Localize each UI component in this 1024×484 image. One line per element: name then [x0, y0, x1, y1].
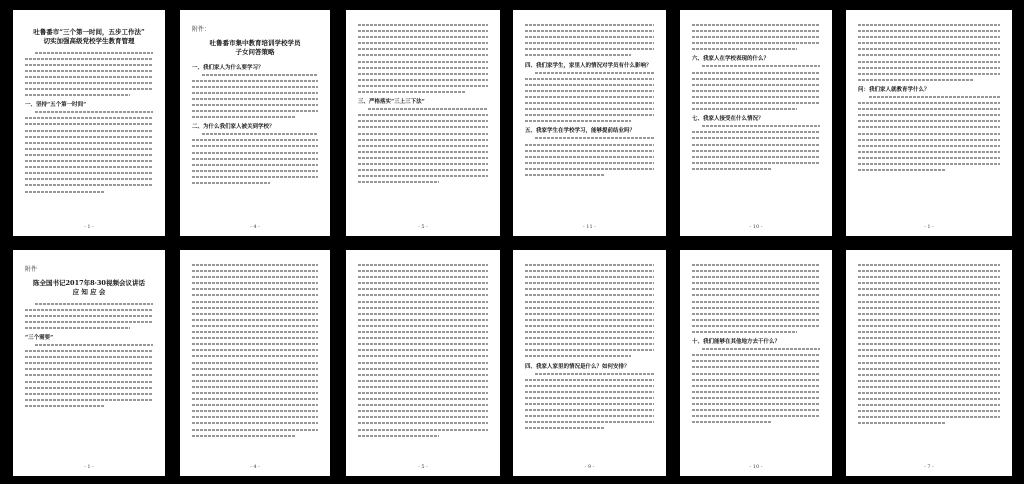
page-title: 吐鲁番市“三个第一时间，五步工作法” 切实加强高级党校学生教育管理: [33, 28, 145, 45]
page-body-text: [692, 264, 820, 333]
page-header: 附件: [25, 266, 38, 273]
section-heading: 七、我家人接受在什么情况？: [692, 116, 764, 123]
page-body-text: [25, 52, 153, 97]
section-heading: 十、我们能够在其他地方去干什么？: [692, 339, 781, 346]
page-thumbnail[interactable]: [513, 10, 666, 236]
page-thumbnail[interactable]: [180, 10, 330, 236]
page-number: - 4 -: [250, 464, 260, 470]
page-body-text: [525, 373, 654, 430]
section-heading: 六、我家人在学校表现的什么？: [692, 56, 770, 63]
page-thumbnail[interactable]: [13, 10, 165, 236]
section-heading: 二、为什么我们家人被关到学校？: [192, 124, 275, 131]
section-heading: 四、我家人家里的情况是什么？如何安排？: [525, 363, 630, 370]
page-body-text: [858, 96, 1000, 171]
page-body-text: [525, 137, 654, 176]
page-body-text: [858, 264, 1000, 424]
page-number: - 1 -: [84, 464, 94, 470]
page-body-text: [858, 24, 1000, 81]
page-number: - 10 -: [749, 224, 763, 230]
page-thumbnail[interactable]: [346, 250, 500, 476]
page-body-text: [25, 344, 153, 407]
page-thumbnail[interactable]: [846, 250, 1012, 476]
section-heading: 问：我们家人就教育学什么？: [858, 86, 930, 93]
page-body-text: [692, 125, 820, 170]
page-thumbnail[interactable]: [680, 10, 832, 236]
page-number: - 1 -: [84, 224, 94, 230]
page-body-text: [358, 108, 488, 183]
page-body-text: [358, 24, 488, 93]
page-body-text: [192, 74, 318, 119]
page-title: 陈全国书记2017年8·30视频会议讲话 应 知 应 会: [33, 279, 145, 296]
section-heading: “三个需要”: [25, 335, 54, 341]
page-number: - 5 -: [418, 464, 428, 470]
page-number: - 9 -: [584, 464, 595, 470]
page-body-text: [525, 24, 654, 56]
page-thumbnail[interactable]: [13, 250, 165, 476]
page-body-text: [358, 264, 488, 437]
page-body-text: [192, 133, 318, 184]
page-number: - 7 -: [924, 464, 934, 470]
section-heading: 四、我们家学生，家里人的情况对学员有什么影响？: [525, 62, 652, 69]
page-body-text: [692, 65, 820, 110]
page-body-text: [25, 111, 153, 192]
page-body-text: [692, 24, 820, 50]
page-thumbnail[interactable]: [680, 250, 832, 476]
section-heading: 五、我家学生在学校学习，能够提前结业吗？: [525, 128, 636, 135]
section-heading: 一、我们家人为什么要学习？: [192, 64, 264, 71]
page-number: - 5 -: [418, 224, 428, 230]
page-body-text: [692, 348, 820, 423]
page-number: - 10 -: [749, 464, 763, 470]
page-body-text: [25, 303, 153, 329]
page-thumbnail[interactable]: [180, 250, 330, 476]
page-number: - 11 -: [583, 224, 596, 230]
page-number: - 1 -: [924, 224, 934, 230]
page-thumbnail[interactable]: [346, 10, 500, 236]
section-heading: 三、严格落实“三上三下法”: [358, 99, 425, 106]
page-title: 吐鲁番市集中教育培训学校学员 子女问答策略: [209, 39, 301, 56]
page-header: 附件：: [192, 26, 211, 33]
page-thumbnail[interactable]: [513, 250, 666, 476]
page-body-text: [192, 264, 318, 437]
page-thumbnail[interactable]: [846, 10, 1012, 236]
page-body-text: [525, 72, 654, 123]
page-body-text: [525, 264, 654, 357]
page-number: - 4 -: [250, 224, 260, 230]
section-heading: 一、坚持“五个第一时间”: [25, 102, 87, 109]
